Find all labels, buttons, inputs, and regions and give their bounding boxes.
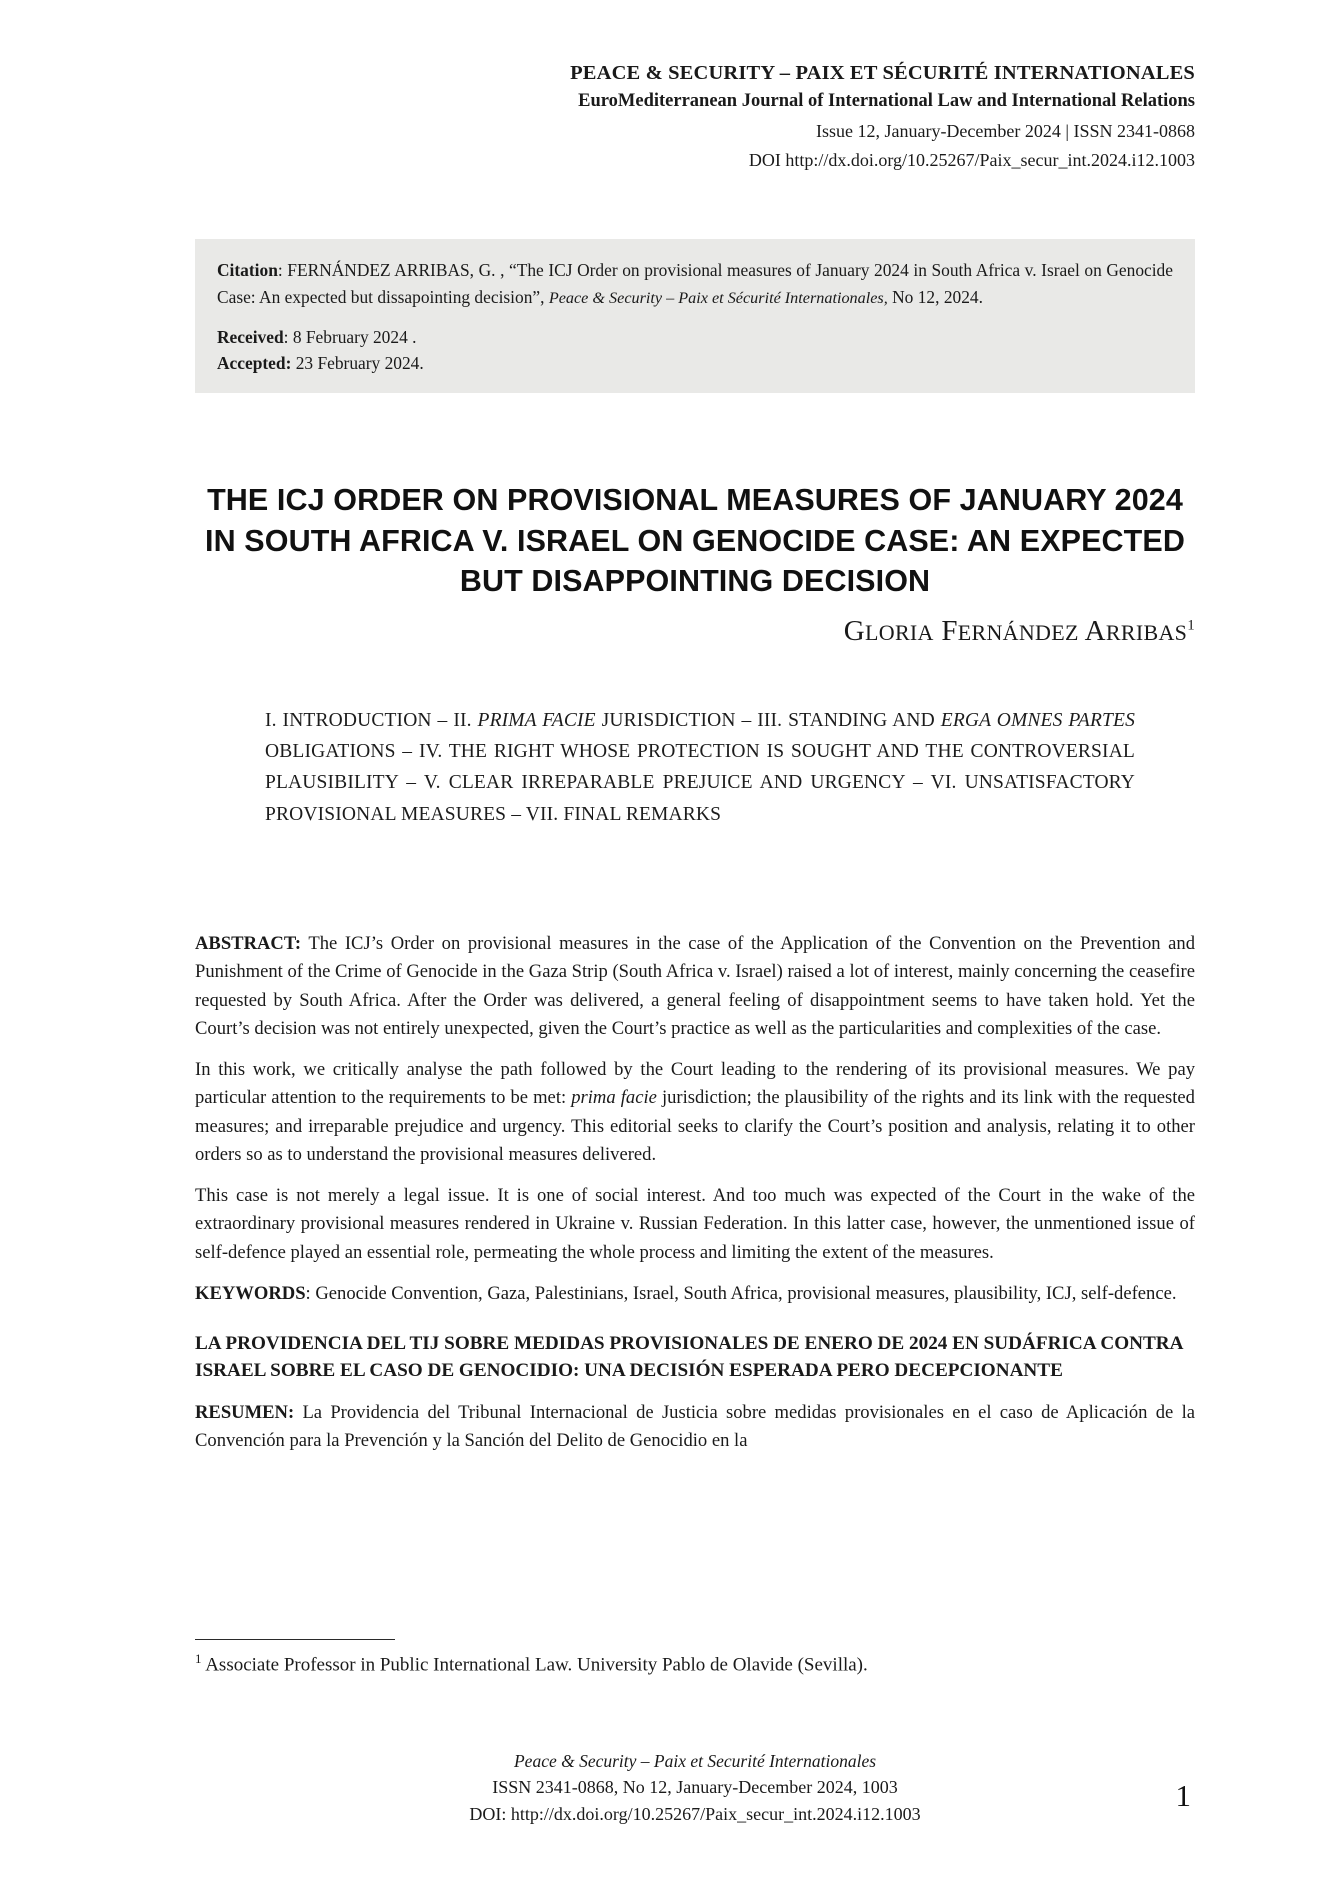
citation-colon: :	[277, 260, 288, 280]
footer-doi-line: DOI: http://dx.doi.org/10.25267/Paix_secur_int.2024.i12.1003	[469, 1804, 921, 1825]
masthead-doi-line: DOI http://dx.doi.org/10.25267/Paix_secur_int.2024.i12.1003	[748, 150, 1195, 171]
keywords-label: KEYWORDS	[195, 1282, 306, 1304]
masthead	[195, 60, 1195, 173]
toc-part-1: I. INTRODUCTION – II.	[265, 710, 478, 731]
abstract-text-2a: In this work, we critically analyse the path followed by the Court leading to the rendering of its provisional measures. We pay particular attention to the requirements to be met:	[195, 1059, 1195, 1109]
abstract-paragraph-1	[195, 930, 1195, 1043]
toc-part-3: OBLIGATIONS – IV. THE RIGHT WHOSE PROTECTION IS SOUGHT AND THE CONTROVERSIAL PLAUSIBILITY – V. CLEAR IRREPARABLE PREJUICE AND URGENCY – VI. UNSATISFACTORY PROVISIONAL MEASURES – VII. FINAL REMARKS	[265, 741, 1135, 825]
issue-line: Issue 12, January-December 2024 | ISSN 2341-0868	[815, 120, 1195, 141]
abstract-paragraph-2	[195, 1056, 1195, 1169]
accepted-value: 23 February 2024.	[291, 352, 424, 373]
spanish-title: LA PROVIDENCIA DEL TIJ SOBRE MEDIDAS PROVISIONALES DE ENERO DE 2024 EN SUDÁFRICA CONTRA ISRAEL SOBRE EL CASO DE GENOCIDIO: UNA DECISIÓN ESPERADA PERO DECEPCIONANTE	[195, 1333, 1183, 1382]
accepted-label: Accepted:	[217, 352, 292, 373]
footnote-text: Associate Professor in Public International Law. University Pablo de Olavide (Sevilla).	[201, 1654, 868, 1676]
abstract-section	[195, 930, 1195, 1468]
citation-text	[217, 257, 1173, 311]
resumen-label: RESUMEN:	[195, 1401, 295, 1423]
table-of-contents	[265, 705, 1135, 830]
accepted-row	[217, 351, 1173, 377]
citation-journal: Peace & Security – Paix et Sécurité Internationales,	[548, 288, 888, 307]
author-middle-initial: F	[941, 615, 958, 647]
citation-dates	[217, 325, 1173, 377]
keywords-value: : Genocide Convention, Gaza, Palestinians, Israel, South Africa, provisional measures, plausibility, ICJ, self-defence.	[305, 1282, 1177, 1304]
abstract-text-1: The ICJ’s Order on provisional measures in the case of the Application of the Convention on the Prevention and Punishment of the Crime of Genocide in the Gaza Strip (South Africa v. Israel) raised a lot of interest, mainly concerning the ceasefire requested by South Africa. After the Order was delivered, a general feeling of disappointment seems to have taken hold. Yet the Court’s decision was not entirely unexpected, given the Court’s practice as well as the particularities and complexities of the case.	[195, 933, 1195, 1039]
citation-label: Citation	[217, 260, 278, 280]
toc-part-2: JURISDICTION – III. STANDING AND	[595, 710, 941, 731]
footer-journal-name: Peace & Security – Paix et Securité Internationales	[513, 1751, 877, 1771]
author-first-rest: LORIA	[865, 620, 934, 645]
abstract-label: ABSTRACT:	[195, 933, 302, 954]
citation-issue: No 12, 2024.	[892, 286, 983, 307]
citation-author: FERNÁNDEZ ARRIBAS, G. ,	[287, 260, 505, 280]
abstract-paragraph-3: This case is not merely a legal issue. It is one of social interest. And too much was expected of the Court in the wake of the extraordinary provisional measures rendered in Ukraine v. Russian Federation. In this latter case, however, the unmentioned issue of self-defence played an essential role, permeating the whole process and limiting the extent of the measures.	[195, 1185, 1195, 1263]
abstract-text-2b: jurisdiction; the plausibility of the rights and its link with the requested measures; and irreparable prejudice and urgency. This editorial seeks to clarify the Court’s position and analysis, relating it to other orders so as to understand the provisional measures delivered.	[195, 1087, 1195, 1165]
resumen-paragraph	[195, 1399, 1195, 1456]
keywords-paragraph	[195, 1280, 1195, 1308]
footer-issn-line: ISSN 2341-0868, No 12, January-December 2024, 1003	[492, 1777, 898, 1798]
author-first-initial: G	[843, 615, 866, 647]
footnote-divider	[195, 1639, 395, 1640]
abstract-italic-prima-facie: prima facie	[571, 1087, 657, 1109]
received-label: Received	[217, 327, 284, 348]
journal-subtitle: EuroMediterranean Journal of International Law and International Relations	[578, 91, 1195, 112]
journal-title: PEACE & SECURITY – PAIX ET SÉCURITÉ INTERNATIONALES	[570, 62, 1195, 84]
author-byline	[195, 615, 1195, 648]
toc-italic-2: ERGA OMNES PARTES	[940, 710, 1135, 731]
page-number: 1	[1175, 1778, 1191, 1813]
page-title: THE ICJ ORDER ON PROVISIONAL MEASURES OF JANUARY 2024 IN SOUTH AFRICA V. ISRAEL ON GENOCIDE CASE: AN EXPECTED BUT DISAPPOINTING DECISION	[205, 483, 1185, 598]
author-footnote-marker: 1	[1187, 617, 1195, 634]
citation-box	[195, 239, 1195, 393]
received-value: : 8 February 2024 .	[283, 327, 417, 348]
author-surname-rest: RRIBAS	[1105, 620, 1188, 645]
footnote-marker: 1	[195, 1651, 202, 1666]
author-middle-rest: ERNÁNDEZ	[957, 620, 1079, 645]
citation-article-title: “The ICJ Order on provisional measures of January 2024 in South Africa v. Israel on Genocide Case: An expected but dissapointing decision”,	[217, 260, 1173, 307]
author-surname-initial: A	[1084, 615, 1106, 647]
resumen-text: La Providencia del Tribunal Internacional de Justicia sobre medidas provisionales en el caso de Aplicación de la Convención para la Prevención y la Sanción del Delito de Genocidio en la	[195, 1401, 1195, 1451]
toc-italic-1: PRIMA FACIE	[477, 710, 596, 731]
footnote	[195, 1650, 1195, 1679]
received-row	[217, 325, 1173, 351]
page-footer	[195, 1748, 1195, 1828]
